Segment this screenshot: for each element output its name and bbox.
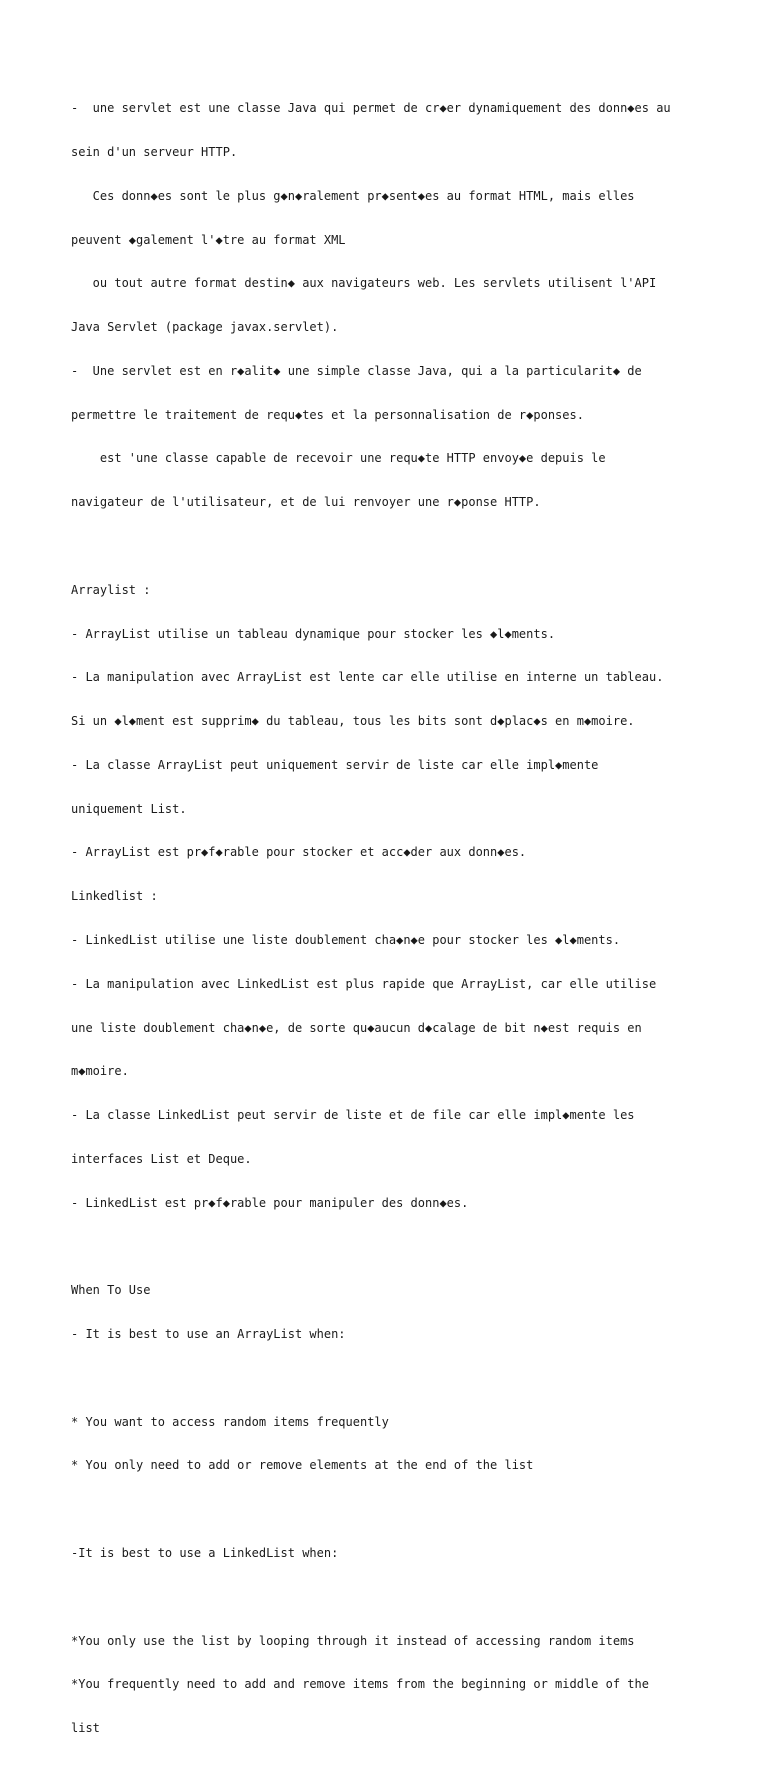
text-line: - La classe LinkedList peut servir de liste et de file car elle impl◆mente les bbox=[71, 1108, 635, 1123]
list-item: *You only use the list by looping through it instead of accessing random items bbox=[71, 1633, 635, 1648]
text-line: sein d'un serveur HTTP. bbox=[71, 144, 238, 159]
text-line: - LinkedList utilise une liste doublement cha◆n◆e pour stocker les ◆l◆ments. bbox=[71, 933, 621, 948]
text-line: Si un ◆l◆ment est supprim◆ du tableau, tous les bits sont d◆plac◆s en m◆moire. bbox=[71, 714, 635, 729]
text-line: Java Servlet (package javax.servlet). bbox=[71, 320, 339, 335]
text-line: navigateur de l'utilisateur, et de lui renvoyer une r◆ponse HTTP. bbox=[71, 495, 541, 510]
text-line: m◆moire. bbox=[71, 1064, 129, 1079]
section-heading-when-to-use: When To Use bbox=[71, 1283, 151, 1298]
list-item: *You frequently need to add and remove items from the beginning or middle of the bbox=[71, 1677, 649, 1692]
section-heading-linkedlist: Linkedlist : bbox=[71, 889, 158, 904]
text-line: - La manipulation avec LinkedList est plus rapide que ArrayList, car elle utilise bbox=[71, 976, 657, 991]
text-line: - It is best to use an ArrayList when: bbox=[71, 1327, 346, 1342]
blank-line bbox=[71, 1502, 711, 1517]
text-line: -It is best to use a LinkedList when: bbox=[71, 1545, 339, 1560]
list-item: * You want to access random items frequently bbox=[71, 1414, 389, 1429]
text-line: Ces donn◆es sont le plus g◆n◆ralement pr◆sent◆es au format HTML, mais elles bbox=[71, 188, 635, 203]
text-line: est 'une classe capable de recevoir une requ◆te HTTP envoy◆e depuis le bbox=[71, 451, 606, 466]
text-line: - ArrayList utilise un tableau dynamique pour stocker les ◆l◆ments. bbox=[71, 626, 556, 641]
blank-line bbox=[71, 1371, 711, 1386]
blank-line bbox=[71, 1590, 711, 1605]
text-line: permettre le traitement de requ◆tes et la personnalisation de r◆ponses. bbox=[71, 407, 584, 422]
text-line: peuvent ◆galement l'◆tre au format XML bbox=[71, 232, 346, 247]
text-line: - Une servlet est en r◆alit◆ une simple classe Java, qui a la particularit◆ de bbox=[71, 363, 642, 378]
list-item: * You only need to add or remove elements at the end of the list bbox=[71, 1458, 534, 1473]
text-line: - une servlet est une classe Java qui permet de cr◆er dynamiquement des donn◆es au bbox=[71, 101, 671, 116]
blank-line bbox=[71, 1240, 711, 1255]
text-line: - La manipulation avec ArrayList est lente car elle utilise en interne un tableau. bbox=[71, 670, 664, 685]
text-line: ou tout autre format destin◆ aux navigateurs web. Les servlets utilisent l'API bbox=[71, 276, 657, 291]
text-line: - La classe ArrayList peut uniquement servir de liste car elle impl◆mente bbox=[71, 757, 599, 772]
text-line: interfaces List et Deque. bbox=[71, 1151, 252, 1166]
section-heading-arraylist: Arraylist : bbox=[71, 582, 151, 597]
text-line: - ArrayList est pr◆f◆rable pour stocker et acc◆der aux donn◆es. bbox=[71, 845, 527, 860]
text-line: uniquement List. bbox=[71, 801, 187, 816]
text-line: - LinkedList est pr◆f◆rable pour manipuler des donn◆es. bbox=[71, 1195, 469, 1210]
text-line: list bbox=[71, 1721, 100, 1736]
blank-line bbox=[71, 539, 711, 554]
text-line: une liste doublement cha◆n◆e, de sorte qu◆aucun d◆calage de bit n◆est requis en bbox=[71, 1020, 642, 1035]
document-text bbox=[71, 72, 711, 1765]
